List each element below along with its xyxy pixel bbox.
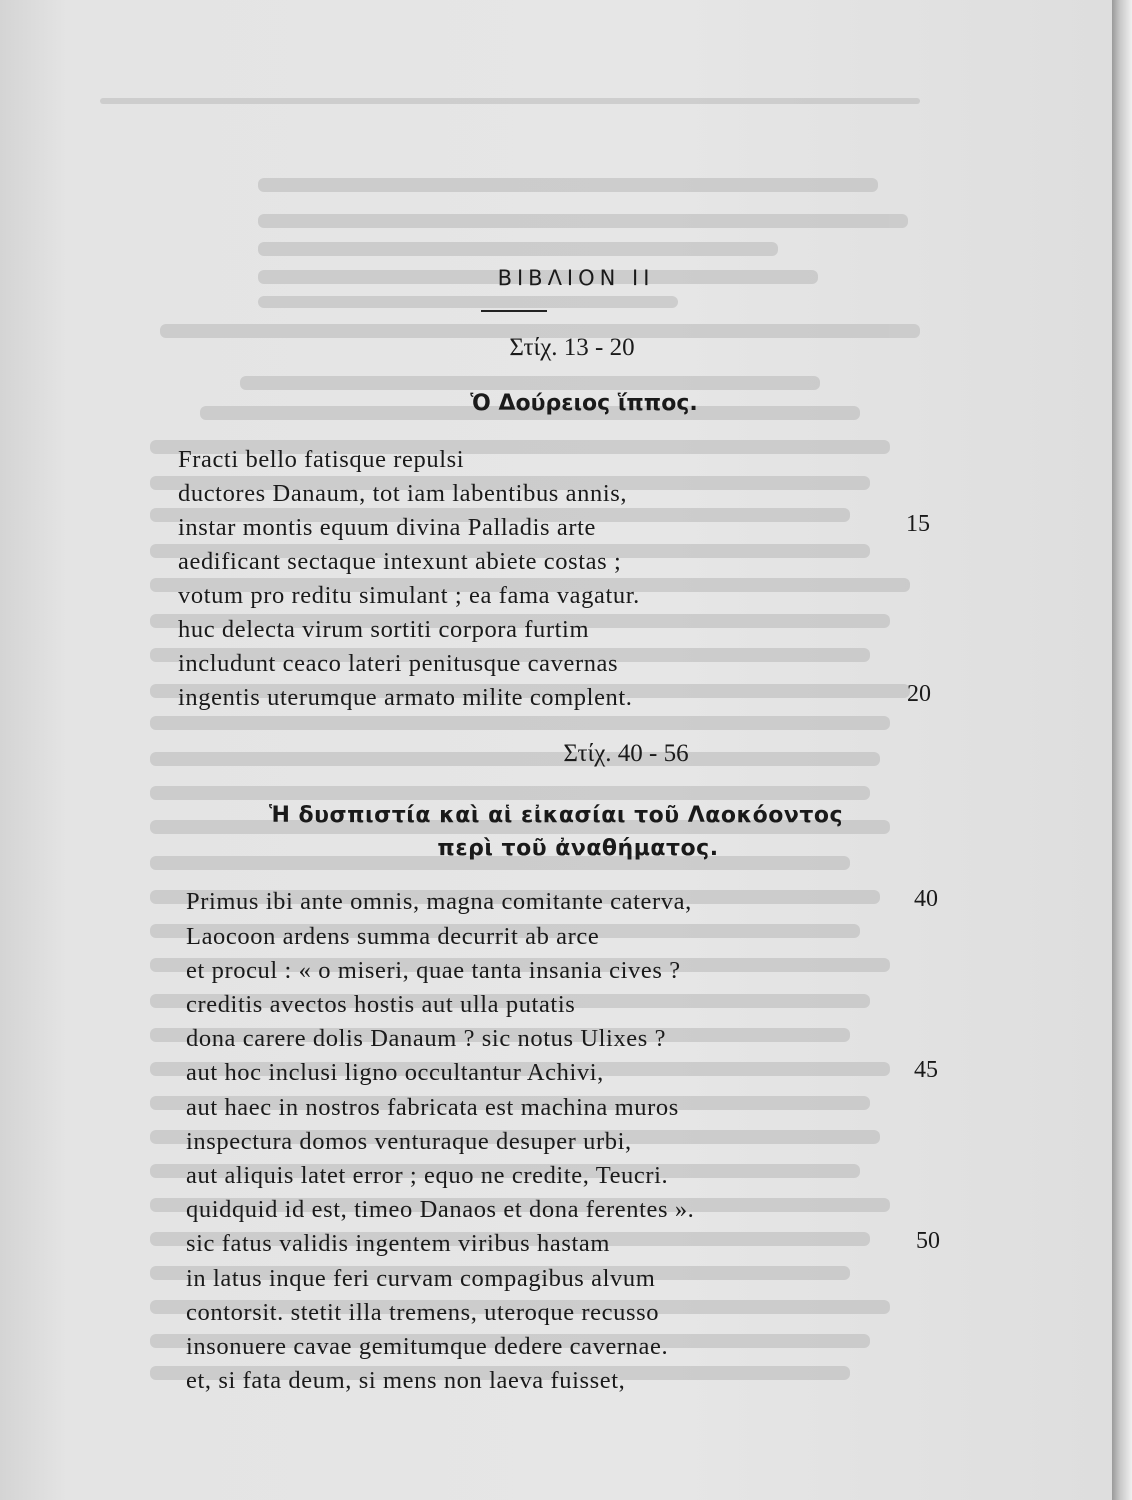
verse-line: ductores Danaum, tot iam labentibus annis, — [178, 480, 628, 507]
verse-line: dona carere dolis Danaum ? sic notus Ulixes ? — [186, 1025, 667, 1052]
verse-line: Primus ibi ante omnis, magna comitante caterva, — [186, 888, 692, 915]
verse-line: Fracti bello fatisque repulsi — [178, 446, 465, 473]
title-rule — [481, 310, 547, 312]
verse-line: ingentis uterumque armato milite complent. — [178, 684, 633, 711]
verse-line: et procul : « o miseri, quae tanta insania cives ? — [186, 957, 681, 984]
book-title: ΒΙΒΛΙΟΝ ΙΙ — [497, 266, 655, 290]
verse-line: et, si fata deum, si mens non laeva fuisset, — [186, 1367, 626, 1394]
verse-line: votum pro reditu simulant ; ea fama vagatur. — [178, 582, 640, 609]
verse-line: aut haec in nostros fabricata est machina muros — [186, 1094, 679, 1121]
line-number: 40 — [914, 886, 938, 912]
verse-reference: Στίχ. 13 - 20 — [509, 334, 635, 361]
section-title-continued: περὶ τοῦ ἀναθήματος. — [437, 836, 719, 861]
verse-line: includunt ceaco lateri penitusque cavernas — [178, 650, 619, 677]
section-title: Ἡ δυσπιστία καὶ αἱ εἰκασίαι τοῦ Λαοκόοντος — [268, 803, 844, 828]
verse-line: inspectura domos venturaque desuper urbi, — [186, 1128, 632, 1155]
verse-line: sic fatus validis ingentem viribus hastam — [186, 1230, 611, 1257]
verse-line: instar montis equum divina Palladis arte — [178, 514, 596, 541]
line-number: 15 — [906, 511, 930, 537]
verse-reference: Στίχ. 40 - 56 — [563, 740, 689, 767]
verse-line: in latus inque feri curvam compagibus alvum — [186, 1265, 656, 1292]
verse-line: insonuere cavae gemitumque dedere cavernae. — [186, 1333, 669, 1360]
verse-line: creditis avectos hostis aut ulla putatis — [186, 991, 576, 1018]
verse-line: huc delecta virum sortiti corpora furtim — [178, 616, 590, 643]
line-number: 45 — [914, 1057, 938, 1083]
verse-line: aut hoc inclusi ligno occultantur Achivi, — [186, 1059, 604, 1086]
line-number: 50 — [916, 1228, 940, 1254]
verse-line: aut aliquis latet error ; equo ne credite, Teucri. — [186, 1162, 669, 1189]
verse-line: quidquid id est, timeo Danaos et dona ferentes ». — [186, 1196, 695, 1223]
section-title: Ὁ Δούρειος ἵππος. — [470, 391, 698, 416]
page-edge — [1112, 0, 1132, 1500]
verse-line: contorsit. stetit illa tremens, uteroque recusso — [186, 1299, 660, 1326]
line-number: 20 — [907, 681, 931, 707]
verse-line: Laocoon ardens summa decurrit ab arce — [186, 923, 600, 950]
verse-line: aedificant sectaque intexunt abiete costas ; — [178, 548, 622, 575]
